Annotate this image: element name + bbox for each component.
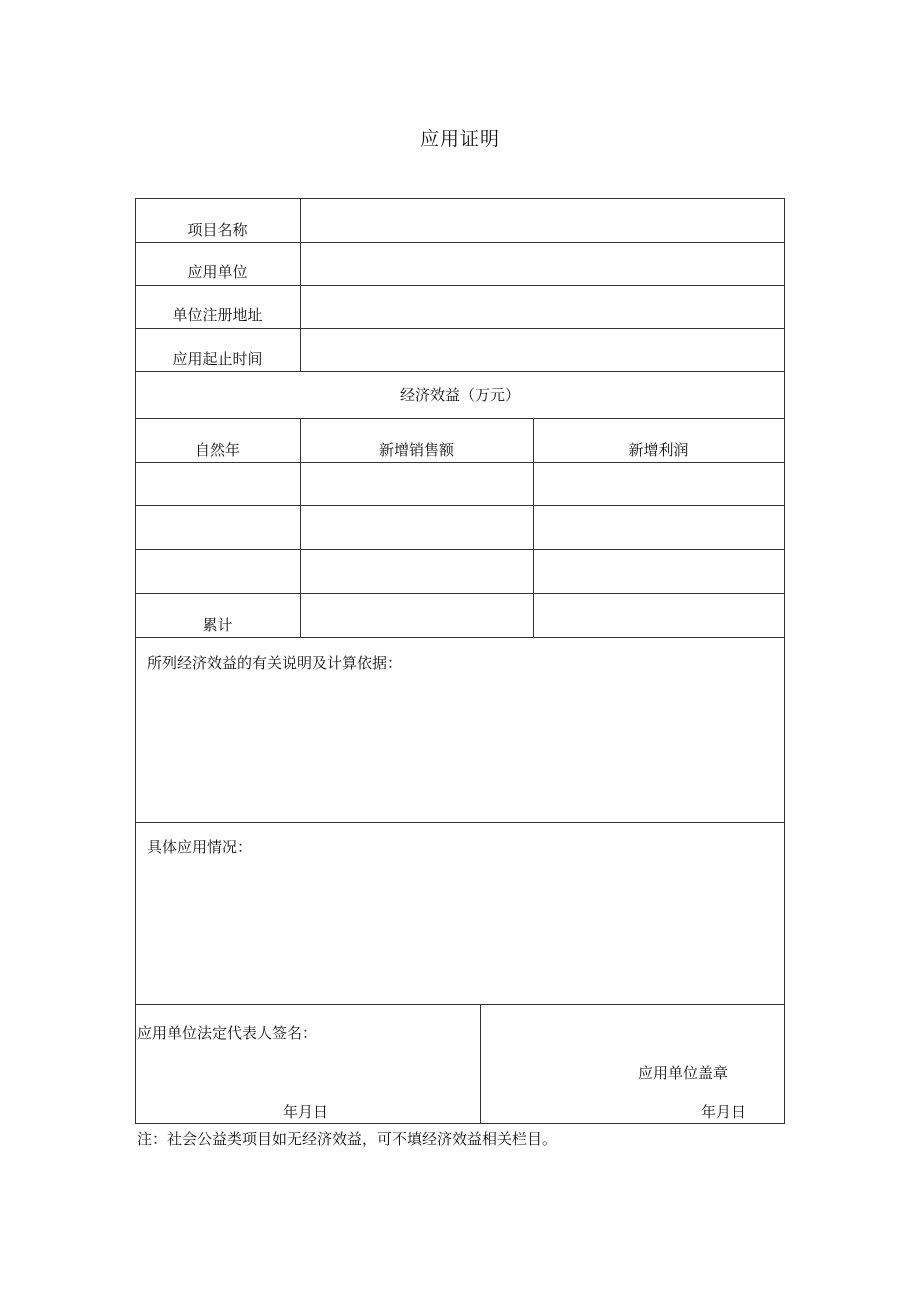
application-details-textarea[interactable] bbox=[136, 862, 784, 1004]
app-unit-label: 应用单位 bbox=[187, 263, 248, 281]
row-divider bbox=[135, 637, 785, 638]
app-unit-field[interactable] bbox=[301, 243, 784, 285]
col-header-sales: 新增销售额 bbox=[378, 441, 454, 459]
app-period-label: 应用起止时间 bbox=[172, 350, 263, 368]
sales-total-cell[interactable] bbox=[301, 594, 533, 637]
application-details-label: 具体应用情况： bbox=[147, 838, 253, 856]
year-cell-1[interactable] bbox=[136, 463, 300, 505]
project-name-label: 项目名称 bbox=[187, 221, 248, 239]
profit-cell-2[interactable] bbox=[534, 506, 784, 549]
document-title: 应用证明 bbox=[419, 128, 500, 150]
legal-rep-date: 年月日 bbox=[283, 1103, 329, 1121]
year-cell-2[interactable] bbox=[136, 506, 300, 549]
sales-cell-2[interactable] bbox=[301, 506, 533, 549]
row-divider bbox=[135, 418, 785, 419]
form-border-bottom bbox=[135, 1123, 785, 1124]
sales-cell-3[interactable] bbox=[301, 550, 533, 593]
unit-seal-date: 年月日 bbox=[701, 1103, 747, 1121]
form-border-right bbox=[784, 198, 785, 1124]
col-header-year: 自然年 bbox=[194, 441, 240, 459]
profit-cell-3[interactable] bbox=[534, 550, 784, 593]
explanation-textarea[interactable] bbox=[136, 678, 784, 822]
row-divider bbox=[135, 371, 785, 372]
explanation-label: 所列经济效益的有关说明及计算依据： bbox=[147, 654, 403, 672]
unit-address-field[interactable] bbox=[301, 286, 784, 328]
unit-seal-label: 应用单位盖章 bbox=[638, 1064, 729, 1082]
app-period-field[interactable] bbox=[301, 329, 784, 371]
unit-address-label: 单位注册地址 bbox=[172, 306, 263, 324]
application-certificate-form bbox=[135, 198, 785, 1124]
economic-benefits-title: 经济效益（万元） bbox=[399, 386, 520, 404]
profit-cell-1[interactable] bbox=[534, 463, 784, 505]
year-cell-3[interactable] bbox=[136, 550, 300, 593]
legal-rep-signature-area[interactable] bbox=[136, 1048, 480, 1098]
legal-rep-signature-label: 应用单位法定代表人签名： bbox=[137, 1024, 318, 1042]
col-header-profit: 新增利润 bbox=[628, 441, 689, 459]
project-name-field[interactable] bbox=[301, 199, 784, 242]
unit-seal-area[interactable] bbox=[481, 1005, 784, 1060]
total-label: 累计 bbox=[202, 616, 233, 634]
sales-cell-1[interactable] bbox=[301, 463, 533, 505]
profit-total-cell[interactable] bbox=[534, 594, 784, 637]
footnote: 注：社会公益类项目如无经济效益，可不填经济效益相关栏目。 bbox=[137, 1130, 558, 1148]
row-divider bbox=[135, 822, 785, 823]
